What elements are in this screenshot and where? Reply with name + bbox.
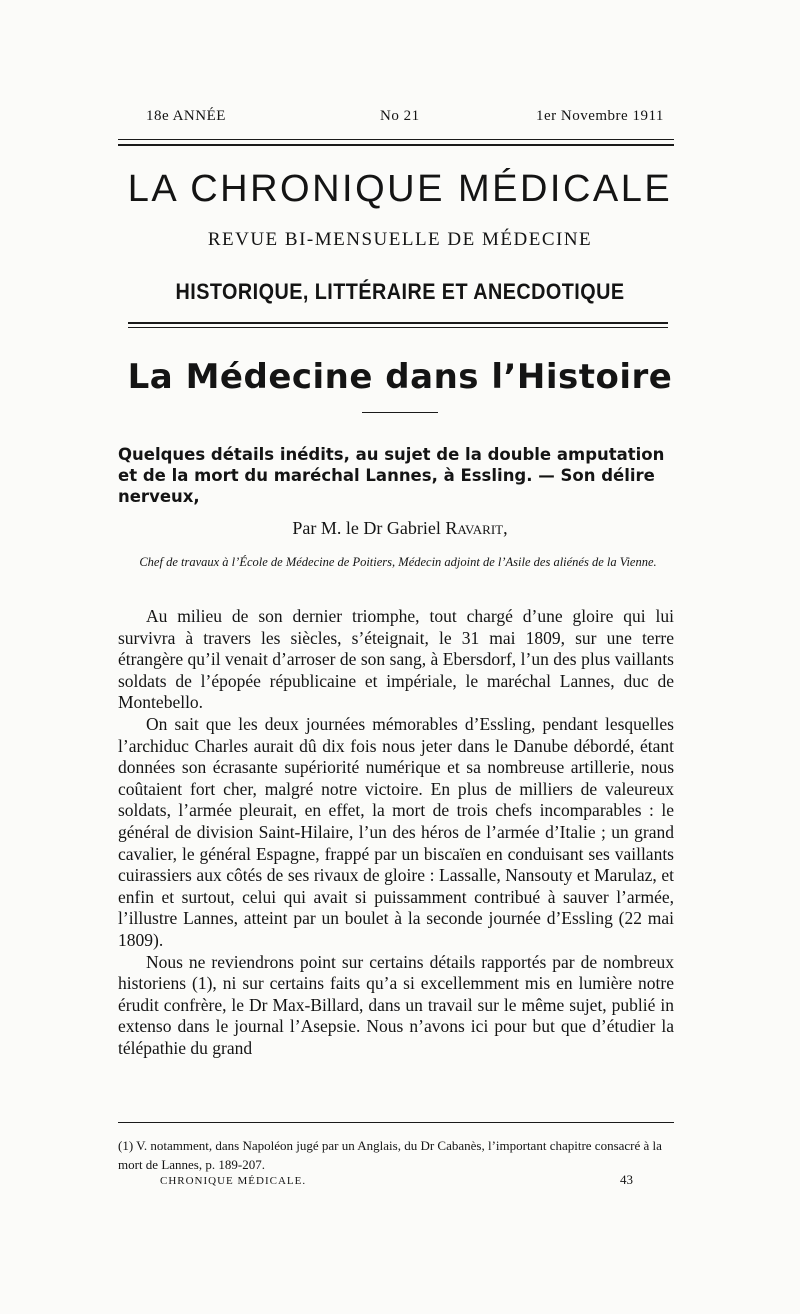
masthead-subtitle-1: REVUE BI-MENSUELLE DE MÉDECINE — [207, 229, 593, 250]
header-rule-thick — [118, 144, 674, 146]
issue-number: No 21 — [380, 108, 420, 124]
section-title: La Médecine dans l’Histoire — [127, 357, 673, 397]
issue-year: 18e ANNÉE — [146, 108, 226, 124]
footer-journal: CHRONIQUE MÉDICALE. — [160, 1175, 307, 1187]
issue-date: 1er Novembre 1911 — [536, 108, 664, 124]
footnote-rule — [118, 1122, 674, 1123]
article-body — [118, 606, 674, 1059]
paragraph: Au milieu de son dernier triomphe, tout chargé d’une gloire qui lui survivra à travers les siècles, s’éteignait, le 31 mai 1809, sur une terre étrangère qu’il venait d’arroser de son sang, à Ebersdorf, l’un des plus vaillants soldats de l’épopée républicaine et impériale, le maréchal Lannes, duc de Montebello. — [118, 606, 674, 713]
section-rule — [362, 412, 438, 413]
article-title: Quelques détails inédits, au sujet de la double amputation et de la mort du maréchal Lannes, à Essling. — Son délire nerveux, — [118, 445, 665, 506]
paragraph: On sait que les deux journées mémorables d’Essling, pendant lesquelles l’archiduc Charles aurait dû dix fois nous jeter dans le Danube débordé, étant données son écrasante supériorité numérique et sa nombreuse artillerie, nous coûtaient fort cher, malgré notre victoire. En plus de milliers de valeureux soldats, l’armée pleurait, en effet, la mort de trois chefs incomparables : le général de division Saint-Hilaire, l’un des héros de l’armée d’Italie ; un grand cavalier, le général Espagne, frappé par un biscaïen en conduisant ses vaillants cuirassiers aux côtés de ses rivaux de gloire : Lassalle, Nansouty et Marulaz, et enfin et surtout, celui qui avait si puissamment contribué à sauver l’armée, l’illustre Lannes, atteint par un boulet à la seconde journée d’Essling (22 mai 1809). — [118, 713, 674, 950]
masthead-rule-thick — [128, 322, 668, 324]
header-rule-thin — [118, 139, 674, 140]
author-affiliation: Chef de travaux à l’École de Médecine de Poitiers, Médecin adjoint de l’Asile des aliénés de la Vienne. — [139, 555, 657, 569]
byline-prefix: Par M. le Dr Gabriel — [292, 518, 441, 538]
footnote: (1) V. notamment, dans Napoléon jugé par un Anglais, du Dr Cabanès, l’important chapitre consacré à la mort de Lannes, p. 189-207. — [118, 1138, 662, 1172]
masthead-subtitle-2: HISTORIQUE, LITTÉRAIRE ET ANECDOTIQUE — [175, 279, 625, 304]
author-name: Ravarit, — [445, 518, 508, 538]
byline — [0, 518, 800, 539]
masthead-rule-thin — [128, 327, 668, 328]
masthead-title: LA CHRONIQUE MÉDICALE — [127, 168, 673, 210]
page-number: 43 — [620, 1172, 633, 1187]
paragraph: Nous ne reviendrons point sur certains détails rapportés par de nombreux historiens (1), ni sur certains faits qu’a si excellemment mis en lumière notre érudit confrère, le Dr Max-Billard, dans un travail sur le même sujet, publié in extenso dans le journal l’Asepsie. Nous n’avons ici pour but que d’étudier la télépathie du grand — [118, 951, 674, 1058]
